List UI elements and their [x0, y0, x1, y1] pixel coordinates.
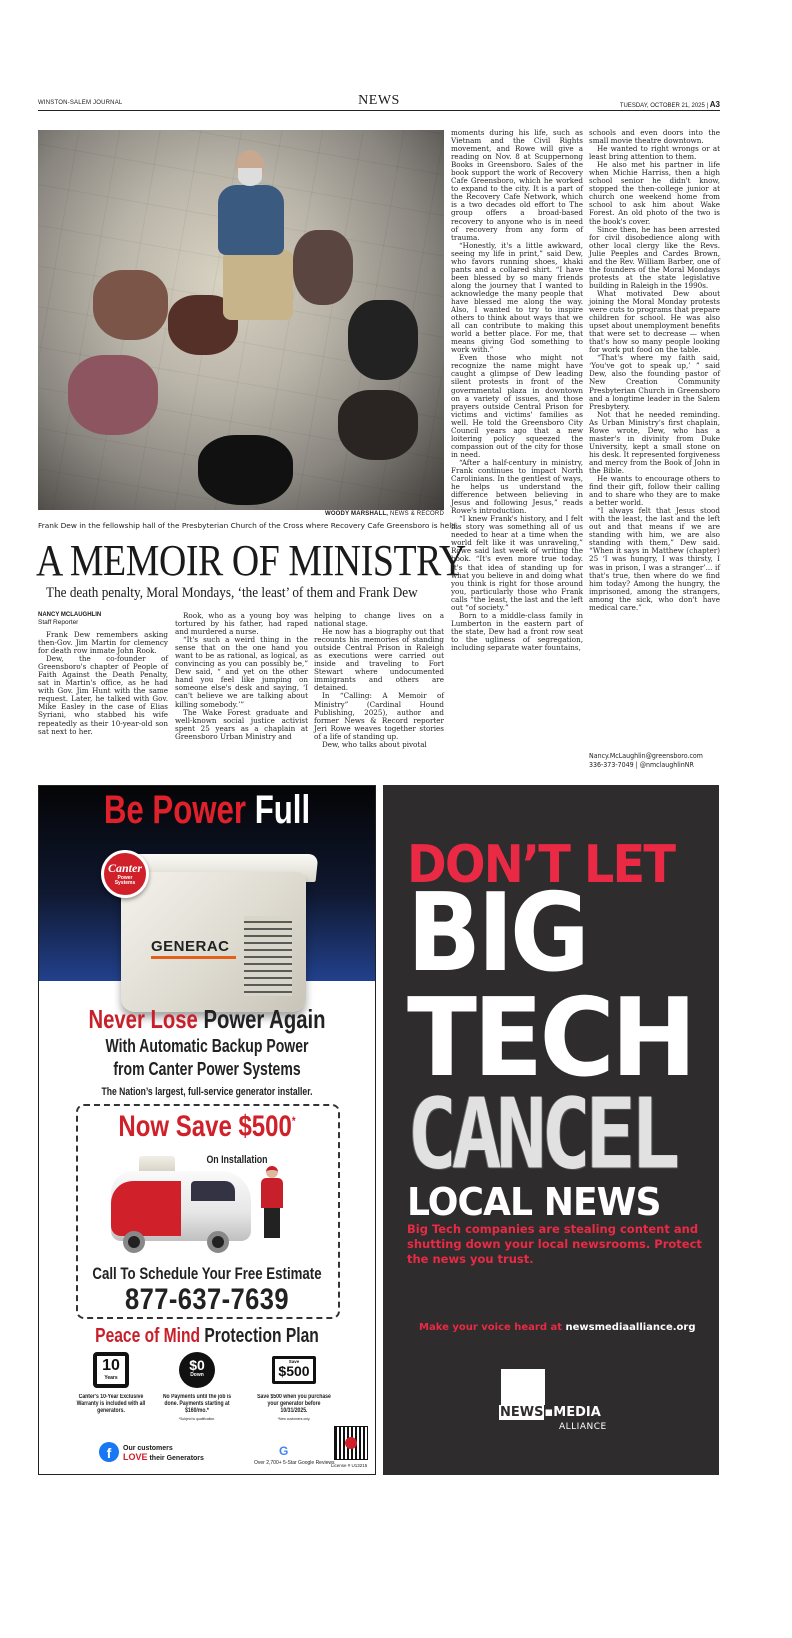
chair [338, 390, 418, 460]
photo-caption: Frank Dew in the fellowship hall of the Presbyterian Church of the Cross where Recovery Cafe Greensboro is held. [38, 521, 459, 530]
ad-tech: TECH [407, 976, 694, 1101]
page-date: TUESDAY, OCTOBER 21, 2025 | A3 [619, 100, 720, 109]
canter-logo-badge: Canter Power Systems [101, 850, 149, 898]
chair [198, 435, 293, 505]
feature-warranty: Canter's 10-Year Exclusive Warranty is included with all generators. [76, 1394, 146, 1414]
technician-image [261, 1166, 283, 1241]
chair [293, 230, 353, 305]
offer-headline: Now Save $500* [118, 1110, 296, 1143]
phone-number[interactable]: 877-637-7639 [125, 1283, 289, 1316]
protection-plan-title: Peace of Mind Protection Plan [95, 1325, 319, 1347]
ad-call-to-action: Make your voice heard at newsmediaalliance.org [419, 1322, 696, 1333]
news-media-alliance-ad[interactable] [383, 785, 719, 1475]
ad-local-news: LOCAL NEWS [407, 1180, 661, 1224]
ad-url-link[interactable]: newsmediaalliance.org [565, 1322, 696, 1333]
article-column-3: helping to change lives on a national stage. He now has a biography out that recounts his memories of standing outside Central Prison in Raleigh as executions were carried out inside and traveling to Fort Stewart where undocumented immigrants and others are detained. In “Calling: A Memoir of Ministry” (Cardinal Hound Publishing, 2025), author and former News & Record reporter Jeri Rowe weaves together stories of a life of standing up. Dew, who talks about pivotal [314, 611, 444, 749]
google-icon: G [279, 1444, 289, 1458]
ad-pitch: Big Tech companies are stealing content and shutting down your local newsrooms. Protect the news you trust. [407, 1222, 702, 1266]
ad-never-lose: Never Lose Power Again [88, 1004, 326, 1034]
canter-generator-ad[interactable] [38, 785, 376, 1475]
byline-name: NANCY MCLAUGHLIN [38, 612, 102, 618]
page-number: A3 [709, 100, 720, 109]
feature-no-payments: No Payments until the job is done. Payments starting at $160/mo.* *Subject to qualification. [162, 1394, 232, 1421]
article-column-4: moments during his life, such as Vietnam and the Civil Rights movement, and Rowe will give a reading on Nov. 8 at Scuppernong Books in Greensboro. Sales of the book support the work of Recovery Cafe Greensboro, which he worked to expand to the city. It is a part of the Recovery Cafe Network, which is a two decades old effort to The group offers a broad-based recovery to anyone who is in need of recovery from any form of trauma. “Honestly, it's a little awkward, seeing my life in print,” said Dew, who favors running shoes, khaki pants and a collared shirt. “I have been blessed by so many friends along the journey that I wanted to acknowledge the many people that have blessed me along the way. Also, I wanted to try to inspire others to think about ways that we all can contribute to making this world a better place. For me, that means giving God something to work with.” Even those who might not recognize the name might have caught a glimpse of Dew leading silent protests in front of the governmental plaza in downtown on a variety of issues, and those prayers outside Central Prison for victims and victims' families as well. He told the Greensboro City Council years ago that a new loitering policy squeezed the compassion out of the city for those in need. “After a half-century in ministry, Frank continues to impact North Carolinians. In the gentlest of ways, he helps us understand the difference between believing in Jesus and following Jesus,” reads Rowe's introduction. “I knew Frank's history, and I felt his story was something all of us needed to hear at a time when the world felt like it was unraveling,” Rowe said last week of writing the book. “It's even more true today. It's that idea of standing up for what you believe in and doing what you think is right for those around you, particularly those who Frank calls “the least, the last and the left out “of society.” Born to a middle-class family in Lumberton in the eastern part of the state, Dew had a front row seat to the ugliness of segregation, including separate water fountains, [451, 128, 583, 652]
byline-role: Staff Reporter [38, 619, 79, 626]
ad-tagline: The Nation’s largest, full-service generator installer. [101, 1086, 313, 1098]
reporter-email[interactable]: Nancy.McLaughlin@greensboro.com [589, 752, 703, 760]
feature-save: Save $500 when you purchase your generator before 10/31/2025. *New customers only. [257, 1394, 331, 1421]
ad-big: BIG [407, 871, 587, 996]
savings-bill-icon: Save $500 [272, 1356, 316, 1384]
call-to-action: Call To Schedule Your Free Estimate [92, 1264, 322, 1283]
license-number: License # U13215 [331, 1463, 368, 1468]
chair [68, 355, 158, 435]
article-photo[interactable] [38, 130, 444, 510]
qr-code-icon[interactable] [335, 1427, 367, 1459]
facebook-tagline: Our customers LOVE their Generators [123, 1445, 204, 1462]
nma-logo: NEWS▪MEDIA [500, 1405, 601, 1420]
article-column-5: schools and even doors into the small movie theatre downtown. He wanted to right wrongs or at least bring attention to them. He also met his partner in life when Michie Harriss, then a high school senior he didn't know, stopped the then-college junior at church one weekend home from school to ask him about Wake Forest. An old photo of the two is the book's cover. Since then, he has been arrested for civil disobedience along with other local clergy like the Revs. Julie Peeples and Cardes Brown, and the Rev. William Barber, one of the founders of the Moral Mondays protests at the state legislative building in Raleigh in the 1990s. What motivated Dew about joining the Moral Monday protests were cuts to programs that prepare children for school. He was also upset about unemployment benefits that were set to decrease — when that's how so many people looking for work put food on the table. “That's where my faith said, ‘You've got to speak up,’ ” said Dew, also the founding pastor of New Creation Community Presbyterian Church in Greensboro and a longtime leader in the Salem Presbytery. Not that he needed reminding. As Urban Ministry's first chaplain, Rowe wrote, Dew, who has a master's in divinity from Duke University, kept a small stone on his desk. It represented forgiveness and mercy from the Book of John in the Bible. He wants to encourage others to find their gift, follow their calling and to share who they are to make a better world. “I always felt that Jesus stood with the least, the last and the left out and that means if we are standing with him, we are also standing with them,” Dew said. “When it says in Matthew (chapter) 25 ‘I was hungry, I was thirsty, I was in prison, I was a stranger’... if that's true, then where do we find him today? Among the hungry, the imprisoned, among the strangers, among the sick, who don't have medical care.” [589, 128, 720, 612]
section-name: NEWS [358, 93, 400, 108]
ad-cancel: CANCEL [407, 1077, 675, 1191]
article-column-2: Rook, who as a young boy was tortured by his father, had raped and murdered a nurse. “It's such a weird thing in the sense that on the one hand you want to be as rational, as logical, as convincing as you can possibly be,” Dew said, “ and yet on the other hand you feel like jumping on someone else's desk and saying, ‘I can't believe we are talking about killing somebody.’” The Wake Forest graduate and well-known social justice activist spent 25 years as a chaplain at Greensboro Urban Ministry and [175, 611, 308, 741]
ad-dont-let: DON’T LET [407, 835, 675, 895]
ad-headline: Be Power Full [103, 788, 311, 832]
offer-subline: On Installation [206, 1154, 268, 1166]
chair [348, 300, 418, 380]
publication-name: WINSTON-SALEM JOURNAL [38, 100, 123, 106]
zero-down-icon: $0 Down [179, 1352, 215, 1388]
facebook-icon: f [99, 1442, 119, 1462]
reporter-phone-social: 336-373-7049 | @nmclaughlinNR [589, 761, 694, 769]
generac-logo: GENERAC [151, 938, 230, 955]
article-deck: The death penalty, Moral Mondays, ‘the least’ of them and Frank Dew [46, 585, 418, 601]
google-reviews: Over 2,700+ 5-Star Google Reviews [254, 1460, 335, 1466]
ad-line-canter: from Canter Power Systems [113, 1059, 301, 1079]
page-header [38, 93, 720, 111]
nma-logo-alliance: ALLIANCE [559, 1422, 607, 1432]
article-column-1: Frank Dew remembers asking then-Gov. Jim Martin for clemency for death row inmate John Rook. Dew, the co-founder of Greensboro's chapter of People of Faith Against the Death Penalty, sat in Martin's office, as he had with Gov. Jim Hunt with the same request. Later, he talked with Gov. Mike Easley in the case of Elias Syriani, who stabbed his wife repeatedly as their 10-year-old son sat next to her. [38, 630, 168, 736]
calendar-icon: 10 Years [93, 1352, 129, 1388]
nma-logo-mark [501, 1369, 545, 1405]
article-headline: A MEMOIR OF MINISTRY [36, 536, 466, 585]
reporter-contact [589, 752, 715, 770]
chair [93, 270, 168, 340]
ad-line-automatic: With Automatic Backup Power [105, 1036, 309, 1056]
byline [38, 612, 164, 626]
photo-credit: WOODY MARSHALL, NEWS & RECORD [324, 511, 444, 517]
